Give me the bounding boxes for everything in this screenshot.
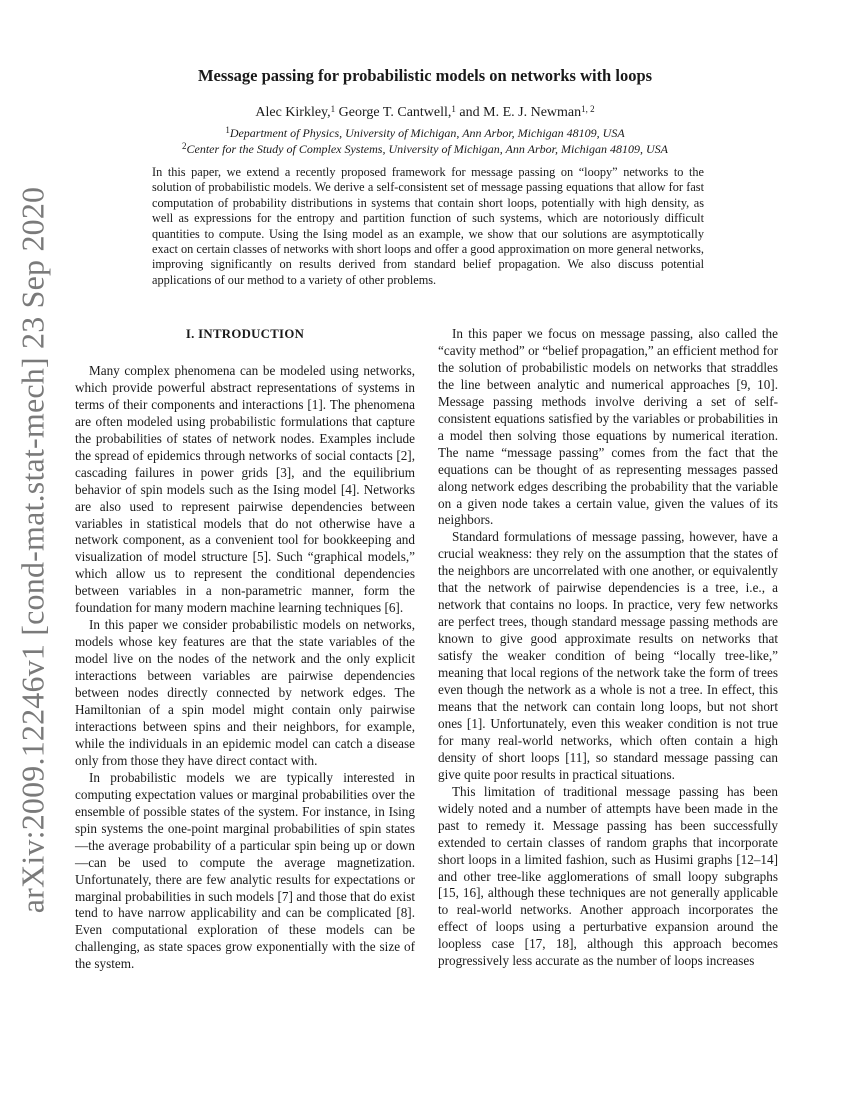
- author-1-affil-mark: 1: [330, 104, 336, 114]
- affiliation-1-text: Department of Physics, University of Michigan, Ann Arbor, Michigan 48109, USA: [229, 126, 625, 140]
- left-column: [75, 326, 415, 973]
- paragraph: This limitation of traditional message passing has been widely noted and a number of attempts have been made in the past to remedy it. Message passing has been successfully extended to certain classes of random graphs that incorporate short loops in a limited fashion, such as Husimi graphs [12–14] and other tree-like agglomerations of small loopy subgraphs [15, 16], although these techniques are not generally applicable to real-world networks. Another approach incorporates the effect of loops using a perturbative expansion around the loopless case [17, 18], although this approach becomes progressively less accurate as the number of loops increases: [438, 783, 778, 969]
- abstract: In this paper, we extend a recently proposed framework for message passing on “loopy” networks to the solution of probabilistic models. We derive a self-consistent set of message passing equations that allow for fast computation of probability distributions in systems that contain short loops, potentially with high density, as well as expressions for the entropy and partition function of such systems, which are notoriously difficult quantities to compute. Using the Ising model as an example, we show that our solutions are asymptotically exact on certain classes of networks with short loops and offer a good approximation on more general networks, improving significantly on results derived from standard belief propagation. We also discuss potential applications of our method to a variety of other problems.: [152, 165, 704, 287]
- paper-title: Message passing for probabilistic models on networks with loops: [197, 66, 653, 85]
- arxiv-identifier-text: arXiv:2009.12246v1 [cond-mat.stat-mech] 23 Sep 2020: [14, 186, 51, 914]
- affiliation-2: [0, 142, 850, 157]
- section-heading: I. INTRODUCTION: [185, 327, 305, 341]
- paragraph: Standard formulations of message passing, however, have a crucial weakness: they rely on the assumption that the states of the neighbors are uncorrelated with one another, or equivalently that the network of pairwise dependencies is a tree, i.e., a network that contains no loops. In practice, very few networks are perfect trees, though standard message passing methods are known to give good approximate results on networks that satisfy the weaker condition of being “locally tree-like,” meaning that local regions of the network take the form of trees even though the network as a whole is not a tree. In effect, this means that the network can contain long loops, but not short ones [1]. Unfortunately, even this weaker condition is not true for many real-world networks, which often contain a high density of short loops [11], so standard message passing can give quite poor results in practical situations.: [438, 529, 778, 782]
- affiliation-2-mark: 2: [182, 141, 187, 151]
- author-1: Alec Kirkley,: [255, 105, 331, 120]
- author-2-affil-mark: 1: [451, 104, 456, 114]
- author-3: and M. E. J. Newman: [455, 105, 582, 120]
- right-column: [438, 326, 778, 970]
- affiliation-1-mark: 1: [225, 125, 230, 135]
- paragraph: In this paper we focus on message passing, also called the “cavity method” or “belief propagation,” an efficient method for the solution of probabilistic models on networks that straddles the line between analytic and numerical approaches [9, 10]. Message passing methods involve deriving a set of self-consistent equations satisfied by the variables or probabilities in a model then solving those equations by numerical iteration. The name “message passing” comes from the fact that the equations can be thought of as representing messages passed along network edges describing the probability that the variable on a given node takes a certain value, given the values of its neighbors.: [438, 326, 778, 528]
- affiliation-2-text: Center for the Study of Complex Systems, University of Michigan, Ann Arbor, Michigan 48109, USA: [186, 142, 668, 156]
- arxiv-identifier-stamp: [8, 186, 58, 914]
- author-2: George T. Cantwell,: [335, 105, 452, 120]
- author-3-affil-mark: 1, 2: [581, 104, 595, 114]
- paragraph: Many complex phenomena can be modeled using networks, which provide powerful abstract representations of systems in terms of their components and interactions [1]. The phenomena are often modeled using probabilistic formulations that capture the probabilities of states of network nodes. Examples include the spread of epidemics through networks of social contacts [2], cascading failures in power grids [3], and the equilibrium behavior of spin models such as the Ising model [4]. Networks are also used to represent pairwise dependencies between variables in statistical models that do not otherwise have a network component, as a convenient tool for bookkeeping and visualization of model structure [5]. Such “graphical models,” which allow us to represent the conditional dependencies between variables in a non-parametric manner, form the foundation for many modern machine learning techniques [6].: [75, 362, 415, 616]
- author-list: [0, 105, 850, 121]
- paragraph: In this paper we consider probabilistic models on networks, models whose key features are that the state variables of the model live on the nodes of the network and the only explicit interactions between variables are pairwise dependencies between nodes directly connected by network edges. The Hamiltonian of a spin model might contain only pairwise interactions between spins and their neighbors, for example, while the individuals in an epidemic model can catch a disease only from those they have direct contact with.: [75, 617, 415, 768]
- paragraph: In probabilistic models we are typically interested in computing expectation values or marginal probabilities over the ensemble of possible states of the system. For instance, in Ising spin systems the one-point marginal probabilities of spin states—the average probability of a particular spin being up or down—can be used to compute the average magnetization. Unfortunately, there are few analytic results for expectations or marginal probabilities in such models [7] and those that do exist tend to have narrow applicability and can be complicated [8]. Even computational exploration of these models can be challenging, as state spaces grow exponentially with the size of the system.: [75, 769, 415, 972]
- affiliation-1: [0, 126, 850, 141]
